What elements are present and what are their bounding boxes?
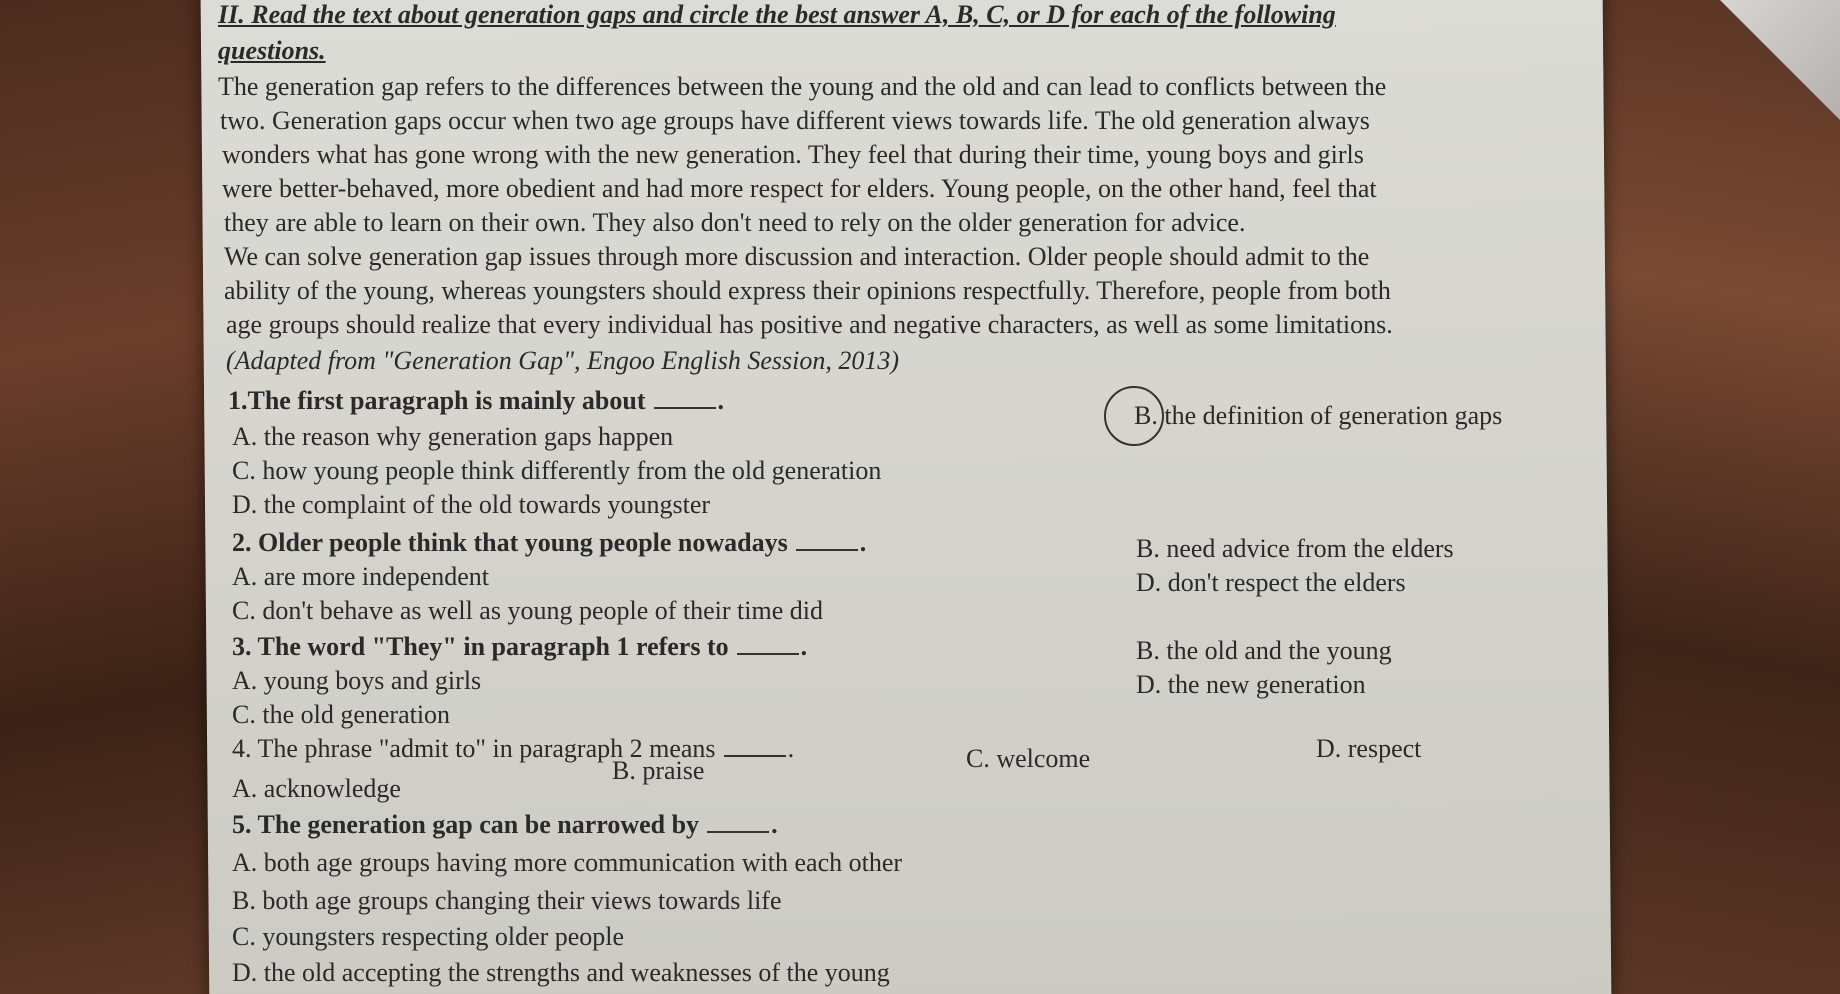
question-5-stem: 5. The generation gap can be narrowed by . [232,810,778,839]
q1-option-b[interactable]: B. the definition of generation gaps [1134,401,1503,430]
answer-blank[interactable] [707,813,769,833]
q5-option-b[interactable]: B. both age groups changing their views towards life [232,886,782,915]
q5-option-a[interactable]: A. both age groups having more communication with each other [232,848,903,877]
passage-line: The generation gap refers to the differences between the young and the old and can lead to conflicts between the [218,72,1387,101]
answer-blank[interactable] [796,531,858,551]
passage-line: wonders what has gone wrong with the new generation. They feel that during their time, young boys and girls [222,140,1364,169]
q4-option-d[interactable]: D. respect [1316,734,1422,763]
q3-option-d[interactable]: D. the new generation [1136,670,1366,699]
section-heading-continued: questions. [218,36,326,65]
q3-option-a[interactable]: A. young boys and girls [232,666,482,695]
answer-blank[interactable] [724,737,786,757]
passage-line: they are able to learn on their own. They also don't need to rely on the older generation for advice. [224,208,1246,237]
q2-option-b[interactable]: B. need advice from the elders [1136,534,1454,563]
passage-line: ability of the young, whereas youngsters should express their opinions respectfully. Therefore, people from both [224,276,1391,305]
q4-option-b[interactable]: B. praise [612,756,705,785]
q1-option-d[interactable]: D. the complaint of the old towards youngster [232,490,711,519]
question-2-stem: 2. Older people think that young people nowadays . [232,528,867,557]
q2-option-a[interactable]: A. are more independent [232,562,490,591]
answer-blank[interactable] [654,389,716,409]
section-heading: II. Read the text about generation gaps and circle the best answer A, B, C, or D for each of the following [218,0,1336,29]
answer-blank[interactable] [737,635,799,655]
passage-line: We can solve generation gap issues through more discussion and interaction. Older people should admit to the [224,242,1370,271]
question-4-stem: 4. The phrase "admit to" in paragraph 2 means . [232,734,795,763]
passage-line: age groups should realize that every individual has positive and negative characters, as well as some limitations. [226,310,1393,339]
answer-circle-mark [1104,386,1164,446]
q3-option-c[interactable]: C. the old generation [232,700,451,729]
q3-option-b[interactable]: B. the old and the young [1136,636,1392,665]
q4-option-a[interactable]: A. acknowledge [232,774,401,803]
passage-source: (Adapted from "Generation Gap", Engoo English Session, 2013) [226,346,899,375]
question-1-stem: 1.The first paragraph is mainly about . [228,386,724,415]
passage-line: were better-behaved, more obedient and had more respect for elders. Young people, on the other hand, feel that [222,174,1377,203]
q2-option-d[interactable]: D. don't respect the elders [1136,568,1406,597]
q4-option-c[interactable]: C. welcome [966,744,1091,773]
q1-option-c[interactable]: C. how young people think differently from the old generation [232,456,882,485]
q1-option-a[interactable]: A. the reason why generation gaps happen [232,422,674,451]
q2-option-c[interactable]: C. don't behave as well as young people of their time did [232,596,823,625]
passage-line: two. Generation gaps occur when two age groups have different views towards life. The old generation always [220,106,1370,135]
question-3-stem: 3. The word "They" in paragraph 1 refers to . [232,632,808,661]
q5-option-c[interactable]: C. youngsters respecting older people [232,922,625,951]
q5-option-d[interactable]: D. the old accepting the strengths and weaknesses of the young [232,958,890,987]
